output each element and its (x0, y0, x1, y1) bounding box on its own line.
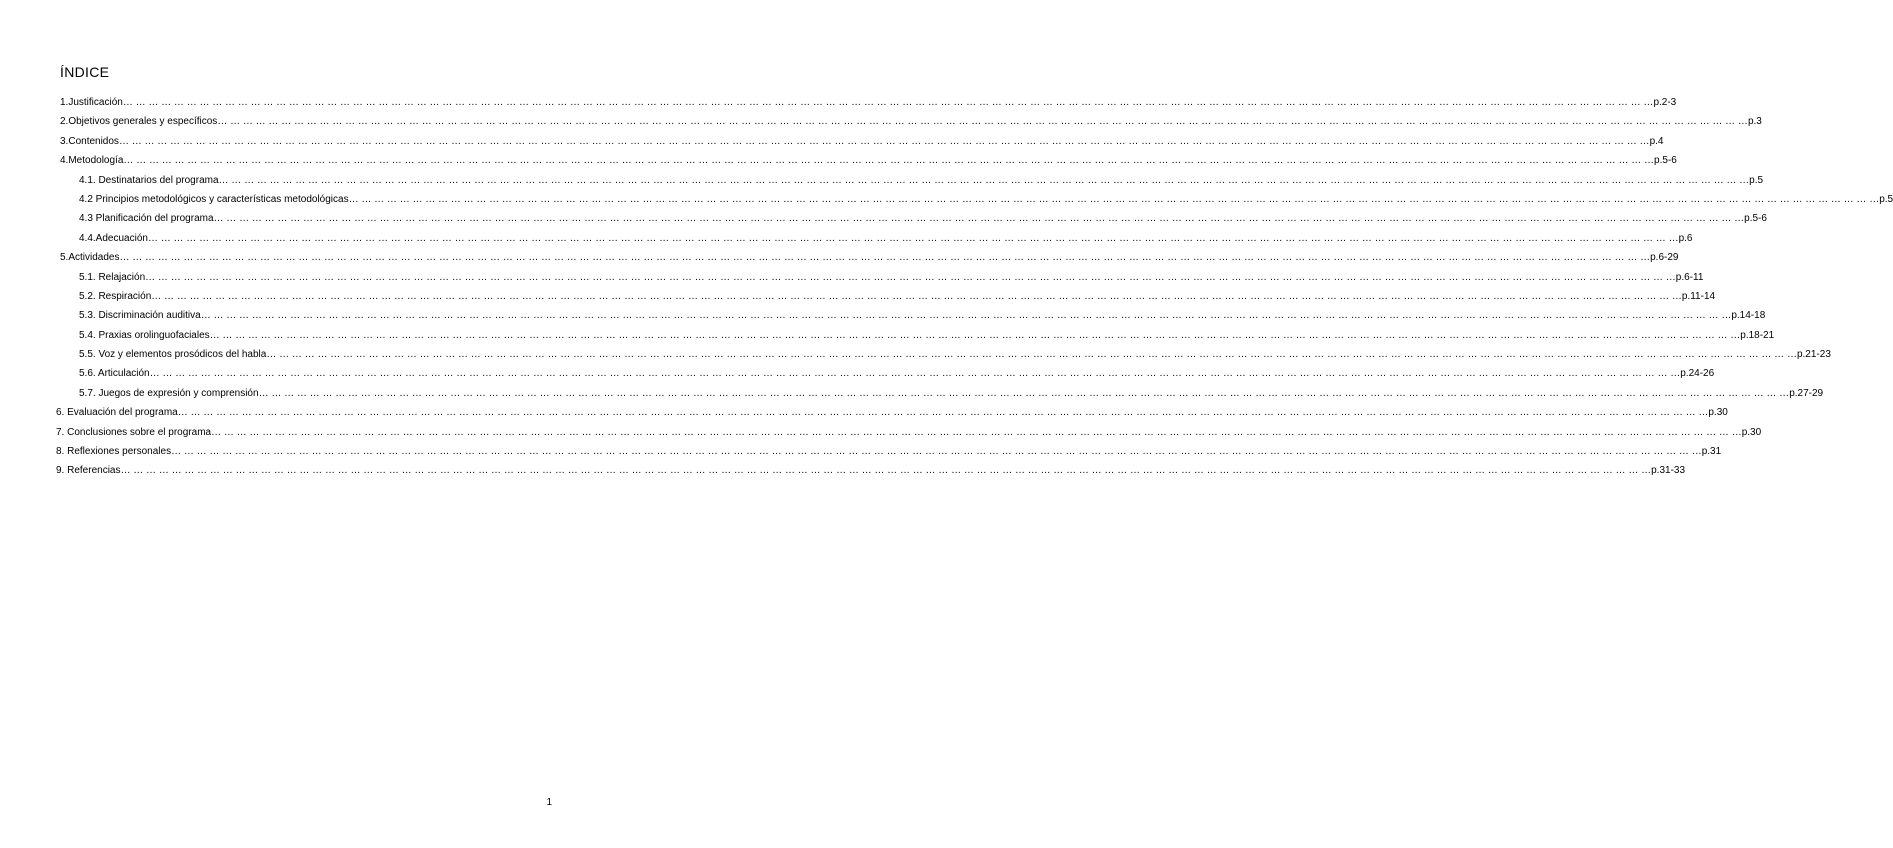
toc-entry-title: 5.3. Discriminación auditiva (79, 310, 201, 322)
toc-entry-page: p.5 (1879, 193, 1893, 205)
toc-entry[interactable] (0, 268, 1704, 287)
toc-dot-leader: … … … … … … … … … … … … … … … … … … … … … … … … … … … … … … … … … … … … … … … … … … … … … … … … … … … … … … … … … … … … … … … … … … … … … … … … … … … … … … … … … … … … … … … … … … … … … … … … … … … … … … … … … … … … … … … … … … … … … … … … (149, 368, 1681, 380)
toc-entry-title: Objetivos generales y específicos (68, 116, 218, 128)
toc-dot-leader: … … … … … … … … … … … … … … … … … … … … … … … … … … … … … … … … … … … … … … … … … … … … … … … … … … … … … … … … … … … … … … … … … … … … … … … … … … … … … … … … … … … … … … … … … … … … … … … … … … … … … … … … … … … … … … … … … … … … … … … … (177, 407, 1709, 419)
toc-entry-page: p.14-18 (1731, 310, 1766, 322)
toc-entry-number: 5. (60, 252, 69, 264)
toc-dot-leader: … … … … … … … … … … … … … … … … … … … … … … … … … … … … … … … … … … … … … … … … … … … … … … … … … … … … … … … … … … … … … … … … … … … … … … … … … … … … … … … … … … … … … … … … … … … … … … … … … … … … … … … … … … … … … … … … … … … … … … … … (147, 232, 1679, 244)
toc-entry[interactable] (0, 306, 1766, 325)
toc-entry-page: p.31-33 (1651, 465, 1686, 477)
toc-entry-title: 8. Reflexiones personales (56, 446, 172, 458)
toc-dot-leader: … … … … … … … … … … … … … … … … … … … … … … … … … … … … … … … … … … … … … … … … … … … … … … … … … … … … … … … … … … … … … … … … … … … … … … … … … … … … … … … … … … … … … … … … … … … … … … … … … … … … … … … … … … … … … … … … … … … … … … … … (217, 116, 1748, 128)
toc-dot-leader: … … … … … … … … … … … … … … … … … … … … … … … … … … … … … … … … … … … … … … … … … … … … … … … … … … … … … … … … … … … … … … … … … … … … … … … … … … … … … … … … … … … … … … … … … … … … … … … … … … … … … … … … … … … … … … … … … … … … … … … … (213, 213, 1745, 225)
toc-entry[interactable] (0, 112, 1762, 131)
toc-entry[interactable] (0, 151, 1677, 170)
toc-dot-leader: … … … … … … … … … … … … … … … … … … … … … … … … … … … … … … … … … … … … … … … … … … … … … … … … … … … … … … … … … … … … … … … … … … … … … … … … … … … … … … … … … … … … … … … … … … … … … … … … … … … … … … … … … … … … … … … … … … … … … … … … (218, 174, 1750, 186)
toc-entry[interactable] (0, 461, 1686, 480)
toc-dot-leader: … … … … … … … … … … … … … … … … … … … … … … … … … … … … … … … … … … … … … … … … … … … … … … … … … … … … … … … … … … … … … … … … … … … … … … … … … … … … … … … … … … … … … … … … … … … … … … … … … … … … … … … … … … … … … … … … … … … … … … … … (151, 290, 1682, 302)
toc-entry-page: p.5-6 (1744, 213, 1767, 225)
toc-dot-leader: … … … … … … … … … … … … … … … … … … … … … … … … … … … … … … … … … … … … … … … … … … … … … … … … … … … … … … … … … … … … … … … … … … … … … … … … … … … … … … … … … … … … … … … … … … … … … … … … … … … … … … … … … … … … … … … … … … … … … … … … (171, 446, 1702, 458)
toc-entry[interactable] (0, 171, 1764, 190)
toc-entry-page: p.27-29 (1789, 387, 1824, 399)
toc-entry[interactable] (0, 248, 1679, 267)
toc-entry-page: p.24-26 (1680, 368, 1715, 380)
toc-entry-title: 6. Evaluación del programa (56, 407, 178, 419)
toc-dot-leader: … … … … … … … … … … … … … … … … … … … … … … … … … … … … … … … … … … … … … … … … … … … … … … … … … … … … … … … … … … … … … … … … … … … … … … … … … … … … … … … … … … … … … … … … … … … … … … … … … … … … … … … … … … … … … … … … … … … … … … … … (123, 155, 1655, 167)
toc-entry[interactable] (0, 423, 1762, 442)
toc-entry-page: p.3 (1747, 116, 1762, 128)
toc-entry-page: p.6-11 (1675, 271, 1704, 283)
toc-entry-title: 9. Referencias (56, 465, 121, 477)
toc-entry[interactable] (0, 190, 1893, 209)
toc-entry-page: p.6 (1678, 232, 1693, 244)
toc-dot-leader: … … … … … … … … … … … … … … … … … … … … … … … … … … … … … … … … … … … … … … … … … … … … … … … … … … … … … … … … … … … … … … … … … … … … … … … … … … … … … … … … … … … … … … … … … … … … … … … … … … … … … … … … … … … … … … … … … … … … … … … … (258, 387, 1790, 399)
toc-dot-leader: … … … … … … … … … … … … … … … … … … … … … … … … … … … … … … … … … … … … … … … … … … … … … … … … … … … … … … … … … … … … … … … … … … … … … … … … … … … … … … … … … … … … … … … … … … … … … … … … … … … … … … … … … … … … … … … … … … … … … … … … (266, 349, 1797, 361)
toc-entry-page: p.30 (1741, 426, 1762, 438)
toc-entry-title: Justificación (68, 97, 123, 108)
toc-entry-page: p.21-23 (1796, 349, 1831, 361)
toc-entry[interactable] (0, 93, 1677, 112)
toc-entry[interactable] (0, 229, 1693, 248)
toc-entry-title: 4.2 Principios metodológicos y características metodológicas (79, 193, 349, 205)
toc-dot-leader: … … … … … … … … … … … … … … … … … … … … … … … … … … … … … … … … … … … … … … … … … … … … … … … … … … … … … … … … … … … … … … … … … … … … … … … … … … … … … … … … … … … … … … … … … … … … … … … … … … … … … … … … … … … … … … … … … … … … … … … … (145, 271, 1676, 283)
toc-entry-title: 5.1. Relajación (79, 271, 146, 283)
toc-dot-leader: … … … … … … … … … … … … … … … … … … … … … … … … … … … … … … … … … … … … … … … … … … … … … … … … … … … … … … … … … … … … … … … … … … … … … … … … … … … … … … … … … … … … … … … … … … … … … … … … … … … … … … … … … … … … … … … … … … … … … … … … (200, 310, 1732, 322)
toc-entry-title: 7. Conclusiones sobre el programa (56, 426, 212, 438)
toc-dot-leader: … … … … … … … … … … … … … … … … … … … … … … … … … … … … … … … … … … … … … … … … … … … … … … … … … … … … … … … … … … … … … … … … … … … … … … … … … … … … … … … … … … … … … … … … … … … … … … … … … … … … … … … … … … … … … … … … … … … … … … … … (211, 426, 1742, 438)
toc-entry[interactable] (0, 364, 1715, 383)
toc-dot-leader: … … … … … … … … … … … … … … … … … … … … … … … … … … … … … … … … … … … … … … … … … … … … … … … … … … … … … … … … … … … … … … … … … … … … … … … … … … … … … … … … … … … … … … … … … … … … … … … … … … … … … … … … … … … … … … … … … … … … … … … … (348, 193, 1880, 205)
toc-entry[interactable] (0, 132, 1664, 151)
toc-entry-title: 5.2. Respiración (79, 290, 152, 302)
page-number: 1 (546, 797, 552, 808)
toc-dot-leader: … … … … … … … … … … … … … … … … … … … … … … … … … … … … … … … … … … … … … … … … … … … … … … … … … … … … … … … … … … … … … … … … … … … … … … … … … … … … … … … … … … … … … … … … … … … … … … … … … … … … … … … … … … … … … … … … … … … … … … … … (122, 97, 1654, 108)
toc-entry-number: 2. (60, 116, 69, 128)
toc-entry-number: 3. (60, 135, 69, 147)
toc-entry-title: 5.6. Articulación (79, 368, 150, 380)
toc-entry[interactable] (0, 403, 1728, 422)
toc-entry-page: p.18-21 (1740, 329, 1775, 341)
toc-entry-page: p.2-3 (1653, 97, 1677, 108)
table-of-contents (0, 93, 1893, 481)
toc-entry-page: p.6-29 (1650, 252, 1679, 264)
toc-entry-title: 5.5. Voz y elementos prosódicos del habla (79, 349, 267, 361)
toc-title: ÍNDICE (60, 64, 110, 80)
toc-entry-page: p.11-14 (1681, 290, 1716, 302)
toc-entry-page: p.5 (1749, 174, 1764, 186)
toc-entry-title: Contenidos (68, 135, 119, 147)
toc-entry[interactable] (0, 287, 1716, 306)
toc-entry-title: Metodología (68, 155, 124, 167)
toc-entry-number: 1. (60, 97, 69, 108)
toc-entry[interactable] (0, 326, 1775, 345)
toc-entry[interactable] (0, 384, 1824, 403)
toc-entry[interactable] (0, 209, 1767, 228)
toc-dot-leader: … … … … … … … … … … … … … … … … … … … … … … … … … … … … … … … … … … … … … … … … … … … … … … … … … … … … … … … … … … … … … … … … … … … … … … … … … … … … … … … … … … … … … … … … … … … … … … … … … … … … … … … … … … … … … … … … … … … … … … … … (118, 135, 1650, 147)
toc-entry-title: Actividades (68, 252, 120, 264)
toc-entry[interactable] (0, 442, 1722, 461)
toc-dot-leader: … … … … … … … … … … … … … … … … … … … … … … … … … … … … … … … … … … … … … … … … … … … … … … … … … … … … … … … … … … … … … … … … … … … … … … … … … … … … … … … … … … … … … … … … … … … … … … … … … … … … … … … … … … … … … … … … … … … … … … … … (209, 329, 1741, 341)
toc-dot-leader: … … … … … … … … … … … … … … … … … … … … … … … … … … … … … … … … … … … … … … … … … … … … … … … … … … … … … … … … … … … … … … … … … … … … … … … … … … … … … … … … … … … … … … … … … … … … … … … … … … … … … … … … … … … … … … … … … … … … … … … … (119, 252, 1651, 264)
toc-entry-title: 4.1. Destinatarios del programa (79, 174, 219, 186)
toc-entry-page: p.4 (1649, 135, 1664, 147)
toc-entry-title: 5.7. Juegos de expresión y comprensión (79, 387, 259, 399)
toc-entry[interactable] (0, 345, 1831, 364)
toc-entry-number: 4. (60, 155, 69, 167)
toc-entry-page: p.30 (1708, 407, 1728, 419)
toc-entry-title: 5.4. Praxias orolinguofaciales (79, 329, 210, 341)
toc-entry-title: 4.4.Adecuación (79, 232, 148, 244)
toc-entry-title: 4.3 Planificación del programa (79, 213, 214, 225)
toc-entry-page: p.5-6 (1654, 155, 1677, 167)
toc-dot-leader: … … … … … … … … … … … … … … … … … … … … … … … … … … … … … … … … … … … … … … … … … … … … … … … … … … … … … … … … … … … … … … … … … … … … … … … … … … … … … … … … … … … … … … … … … … … … … … … … … … … … … … … … … … … … … … … … … … … … … … … … (120, 465, 1652, 477)
toc-entry-page: p.31 (1701, 446, 1722, 458)
